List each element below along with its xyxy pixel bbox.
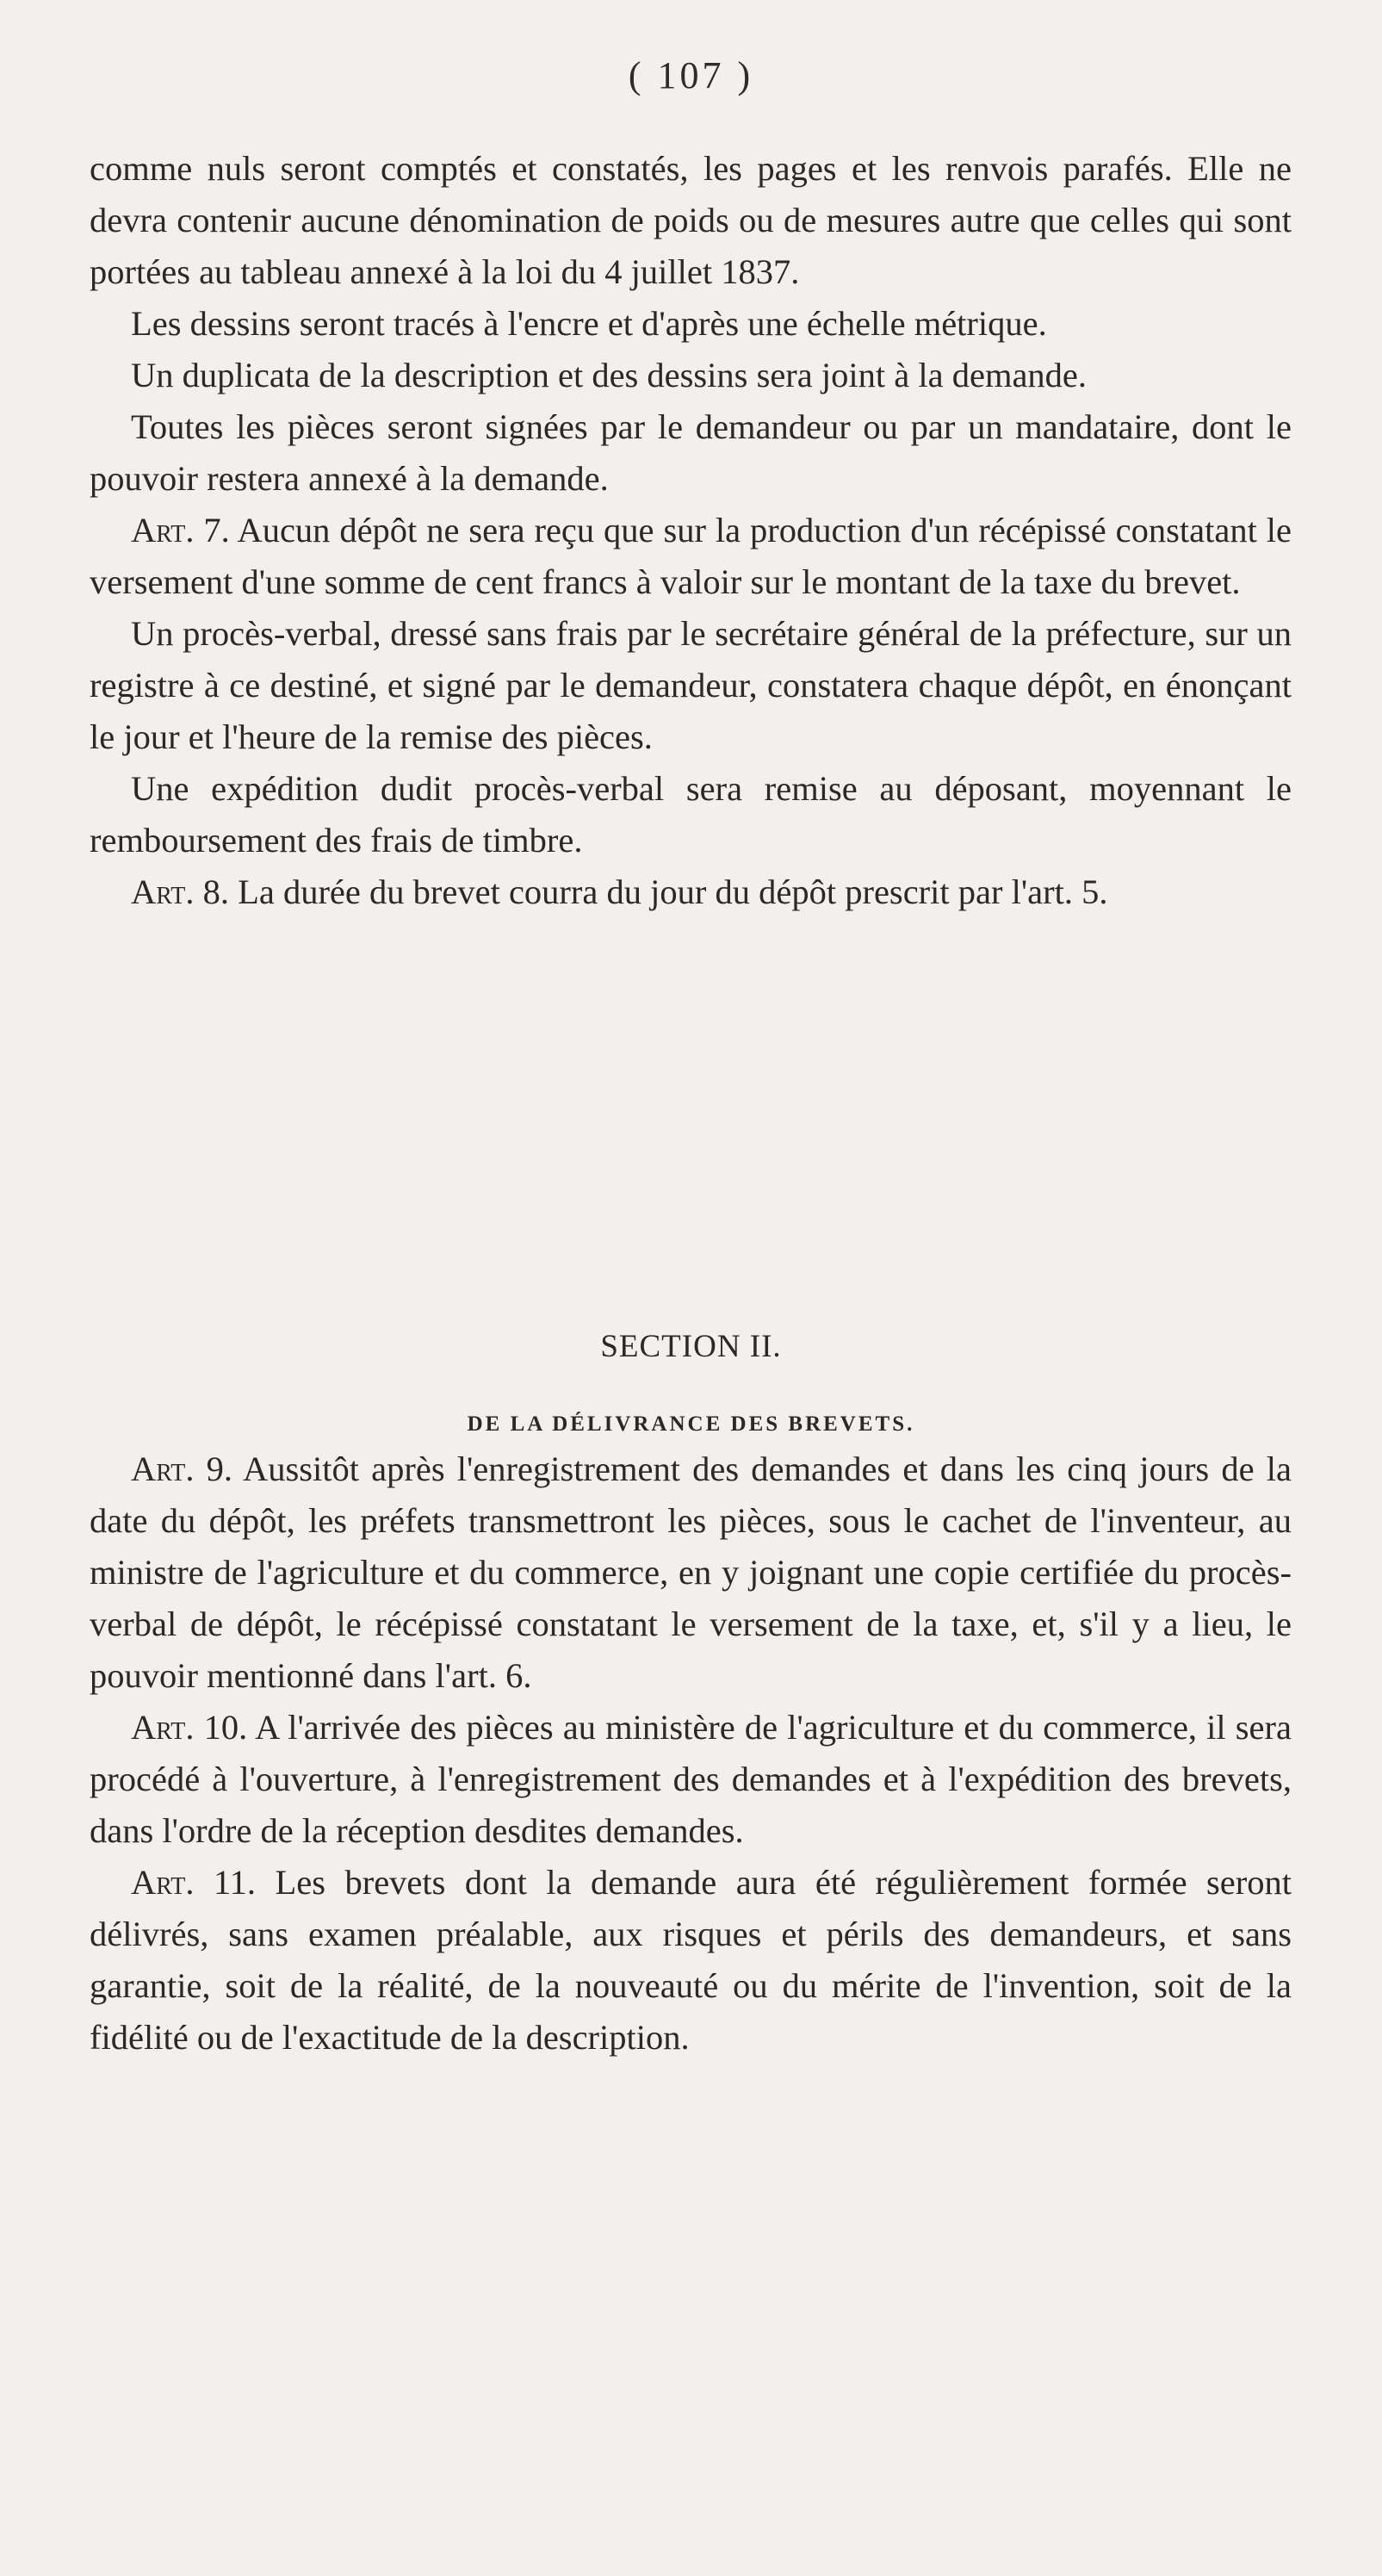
paragraph	[90, 143, 1292, 298]
paragraph-text: Un procès-verbal, dressé sans frais par le secrétaire général de la préfecture, sur un registre à ce destiné, et signé par le demandeur, constatera chaque dépôt, en énonçant le jour et l'heure de la remise des pièces.	[90, 614, 1292, 756]
page-number: ( 107 )	[628, 54, 754, 96]
article-label: Art. 10.	[131, 1708, 248, 1747]
paragraph-text: comme nuls seront comptés et constatés, les pages et les renvois parafés. Elle ne devra contenir aucune dénomination de poids ou de mesures autre que celles qui sont portées au tableau annexé à la loi du 4 juillet 1837.	[90, 149, 1292, 291]
article-label: Art. 8.	[131, 872, 229, 911]
paragraph-text: Une expédition dudit procès-verbal sera remise au déposant, moyennant le remboursement des frais de timbre.	[90, 769, 1292, 860]
paragraph-text: Les dessins seront tracés à l'encre et d'après une échelle métrique.	[131, 304, 1047, 343]
paragraph	[90, 401, 1292, 505]
paragraph-text: Toutes les pièces seront signées par le demandeur ou par un mandataire, dont le pouvoir restera annexé à la demande.	[90, 407, 1292, 498]
article-paragraph	[90, 1857, 1292, 2064]
section-subtitle: DE LA DÉLIVRANCE DES BREVETS.	[467, 1412, 915, 1436]
paragraph-text: Aussitôt après l'enregistrement des demandes et dans les cinq jours de la date du dépôt, les préfets transmettront les pièces, sous le cachet de l'inventeur, au ministre de l'agriculture et du commerce, en y joignant une copie certifiée du procès-verbal de dépôt, le récépissé constatant le versement de la taxe, et, s'il y a lieu, le pouvoir mentionné dans l'art. 6.	[90, 1449, 1292, 1695]
article-paragraph	[90, 1443, 1292, 1702]
paragraph	[90, 298, 1292, 350]
article-paragraph	[90, 866, 1292, 918]
paragraph	[90, 608, 1292, 763]
paragraph-text: La durée du brevet courra du jour du dépôt prescrit par l'art. 5.	[228, 872, 1108, 911]
text-block-after	[90, 1443, 1292, 2064]
paragraph-text: Un duplicata de la description et des dessins sera joint à la demande.	[131, 356, 1088, 394]
paragraph	[90, 763, 1292, 866]
paragraph-text: Aucun dépôt ne sera reçu que sur la production d'un récépissé constatant le versement d'une somme de cent francs à valoir sur le montant de la taxe du brevet.	[90, 511, 1292, 601]
article-paragraph	[90, 1702, 1292, 1857]
article-label: Art. 7.	[131, 511, 230, 549]
paragraph-text: A l'arrivée des pièces au ministère de l'agriculture et du commerce, il sera procédé à l'ouverture, à l'enregistrement des demandes et à l'expédition des brevets, dans l'ordre de la réception desdites demandes.	[90, 1708, 1292, 1850]
article-paragraph	[90, 505, 1292, 608]
paragraph-text: Les brevets dont la demande aura été régulièrement formée seront délivrés, sans examen préalable, aux risques et périls des demandeurs, et sans garantie, soit de la réalité, de la nouveauté ou du mérite de l'invention, soit de la fidélité ou de l'exactitude de la description.	[90, 1863, 1292, 2057]
section-title: SECTION II.	[600, 1329, 782, 1364]
article-label: Art. 11.	[131, 1863, 257, 1902]
article-label: Art. 9.	[131, 1449, 233, 1488]
text-block-before	[90, 143, 1292, 918]
paragraph	[90, 350, 1292, 401]
